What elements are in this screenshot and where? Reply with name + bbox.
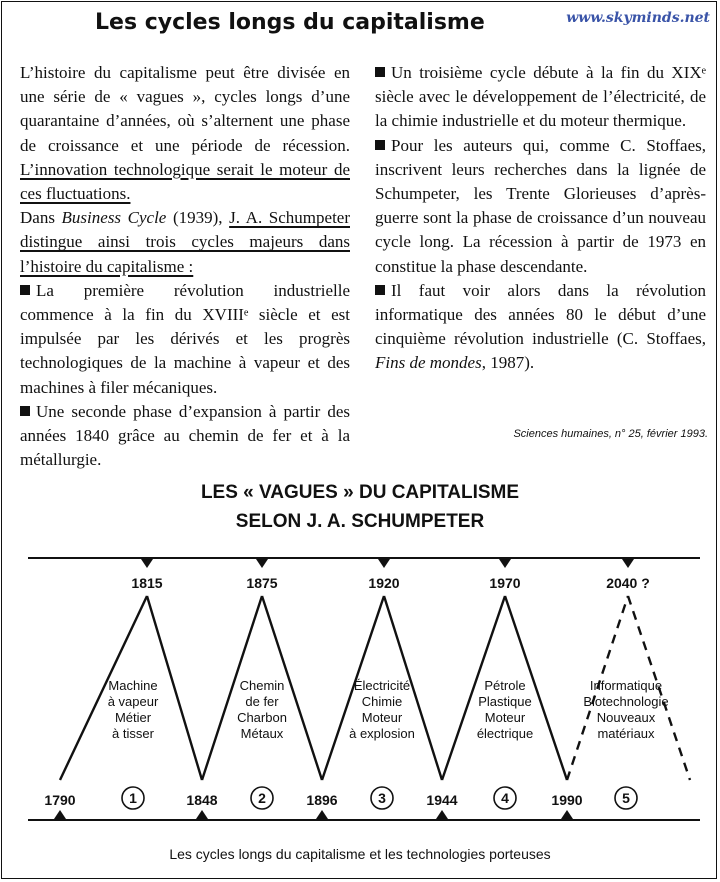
trough-marker [561,810,573,819]
technology-label: Biotechnologie [583,694,669,709]
trough-marker [196,810,208,819]
trough-marker [54,810,66,819]
peak-marker [378,559,390,568]
trough-year-label: 1790 [44,792,76,808]
peak-year-label: 2040 ? [606,575,650,591]
technology-label: à tisser [112,726,154,741]
peak-marker [622,559,634,568]
peak-year-label: 1970 [489,575,521,591]
paragraph-stoffaes: Pour les auteurs qui, comme C. Stoffaes, inscrivent leurs recherches dans la lignée de Schumpeter, les Trente Glorieuses d’après-guerre sont la phase de croissance d’un nouveau cycle long. La récession à partir de 1973 en constitue la phase descendante. [375,135,706,276]
peak-year-label: 1920 [368,575,400,591]
technology-label: Charbon [237,710,287,725]
chart-title-line-1: LES « VAGUES » DU CAPITALISME [200,482,520,503]
trough-year-label: 1990 [551,792,583,808]
source-citation: Sciences humaines, n° 25, février 1993. [513,428,708,440]
paragraph-informatique: Il faut voir alors dans la révolution informatique des années 80 le début d’une cinquième révolution industrielle (C. Stoffaes, Fins de mondes, 1987). [375,280,706,373]
cycle-number-label: 1 [129,790,137,806]
cycle-number-label: 2 [258,790,266,806]
technology-label: matériaux [597,726,655,741]
cycle-number-label: 5 [622,790,630,806]
trough-year-label: 1896 [306,792,338,808]
cycle-number-label: 4 [501,790,509,806]
trough-year-label: 1848 [186,792,218,808]
technology-label: Électricité [353,678,411,693]
paragraph-intro: L’histoire du capitalisme peut être divisée en une série de « vagues », cycles longs d’une quarantaine d’années, où s’alternent une phase de croissance et une période de récession. L’innovation technologique serait le moteur de ces fluctuations. [20,63,350,204]
peak-year-label: 1875 [246,575,278,591]
technology-label: Chimie [361,694,403,709]
peak-marker [256,559,268,568]
paragraph-schumpeter: Dans Business Cycle (1939), J. A. Schumpeter distingue ainsi trois cycles majeurs dans l’histoire du capitalisme : [20,208,350,276]
technology-label: Métaux [240,726,284,741]
technology-label: à explosion [349,726,415,741]
technology-label: Moteur [484,710,526,725]
book-title: Business Cycle [61,208,167,228]
paragraph-cycle-3: Un troisième cycle débute à la fin du XIXᵉ siècle avec le développement de l’électricité, de la chimie industrielle et du moteur thermique. [375,63,706,131]
technology-label: Plastique [478,694,532,709]
peak-marker [141,559,153,568]
technology-label: Machine [108,678,158,693]
cycle-number-label: 3 [378,790,386,806]
technology-label: Chemin [239,678,285,693]
trough-year-label: 1944 [426,792,458,808]
trough-marker [316,810,328,819]
technology-label: Métier [114,710,152,725]
peak-year-label: 1815 [131,575,163,591]
underlined-thesis: L’innovation technologique serait le moteur de ces fluctuations. [20,159,350,204]
page-title: Les cycles longs du capitalisme [95,10,485,35]
technology-label: de fer [245,694,279,709]
trough-marker [436,810,448,819]
technology-label: Nouveaux [596,710,656,725]
technology-label: Pétrole [484,678,526,693]
book-title: Fins de mondes [375,353,482,373]
chart-title-line-2: SELON J. A. SCHUMPETER [235,511,485,532]
paragraph-cycle-2: Une seconde phase d’expansion à partir des années 1840 grâce au chemin de fer et à la métallurgie. [20,401,350,470]
technology-label: à vapeur [107,694,159,709]
site-watermark: www.skyminds.net [566,10,710,26]
paragraph-cycle-1: La première révolution industrielle commence à la fin du XVIIIᵉ siècle et est impulsée par les dérivés et les progrès technologiques de la machine à vapeur et des machines à filer mécaniques. [20,280,350,397]
technology-label: Informatique [589,678,663,693]
chart-caption: Les cycles longs du capitalisme et les technologies porteuses [169,846,551,862]
technology-label: électrique [476,726,534,741]
peak-marker [499,559,511,568]
technology-label: Moteur [361,710,403,725]
underlined-schumpeter: J. A. Schumpeter distingue ainsi trois cycles majeurs dans l’histoire du capitalisme : [20,208,350,276]
